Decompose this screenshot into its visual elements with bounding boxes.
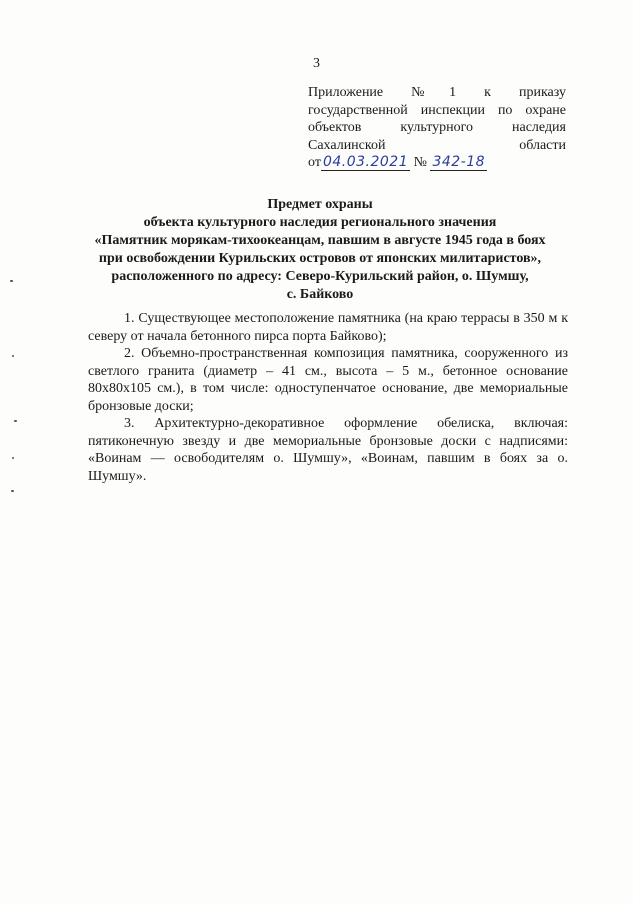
scan-speck xyxy=(14,420,17,422)
list-item: 3. Архитектурно-декоративное оформление обелиска, включая: пятиконечную звезду и две мемориальные бронзовые доски с надписями: «Воинам — освободителям о. Шумшу», «Воинам, павшим в боях за о. Шумшу». xyxy=(88,416,568,484)
document-title xyxy=(60,196,580,304)
title-line: объекта культурного наследия регионального значения xyxy=(143,215,497,230)
scan-speck xyxy=(12,355,14,357)
appendix-line: государственной инспекции по охране xyxy=(308,102,566,118)
order-number: 342-18 xyxy=(432,154,486,170)
document-body xyxy=(88,310,568,485)
appendix-header xyxy=(308,84,566,172)
appendix-line: Сахалинской области xyxy=(308,137,566,153)
list-item: 1. Существующее местоположение памятника (на краю террасы в 350 м к северу от начала бетонного пирса порта Байково); xyxy=(88,311,568,344)
title-line: с. Байково xyxy=(286,287,354,302)
scan-speck xyxy=(11,490,14,492)
appendix-line: Приложение №1 к приказу xyxy=(308,85,566,100)
scan-speck xyxy=(10,280,13,282)
scan-speck xyxy=(12,457,14,459)
number-label: № xyxy=(413,155,427,170)
order-date-number xyxy=(308,154,566,172)
title-line: «Памятник морякам-тихоокеанцам, павшим в августе 1945 года в боях xyxy=(94,233,546,248)
appendix-line: объектов культурного наследия xyxy=(308,120,566,135)
order-date: 04.03.2021 xyxy=(322,154,409,170)
title-line: Предмет охраны xyxy=(267,197,373,212)
title-line: расположенного по адресу: Северо-Курильский район, о. Шумшу, xyxy=(111,269,529,284)
list-item: 2. Объемно-пространственная композиция памятника, сооруженного из светлого гранита (диаметр – 41 см., высота – 5 м., бетонное основание 80х80х105 см.), в том числе: одноступенчатое основание, две мемориальные бронзовые доски; xyxy=(88,346,568,414)
title-line: при освобождении Курильских островов от японских милитаристов», xyxy=(98,251,542,266)
from-label: от xyxy=(308,155,321,170)
page-number: 3 xyxy=(313,56,320,71)
